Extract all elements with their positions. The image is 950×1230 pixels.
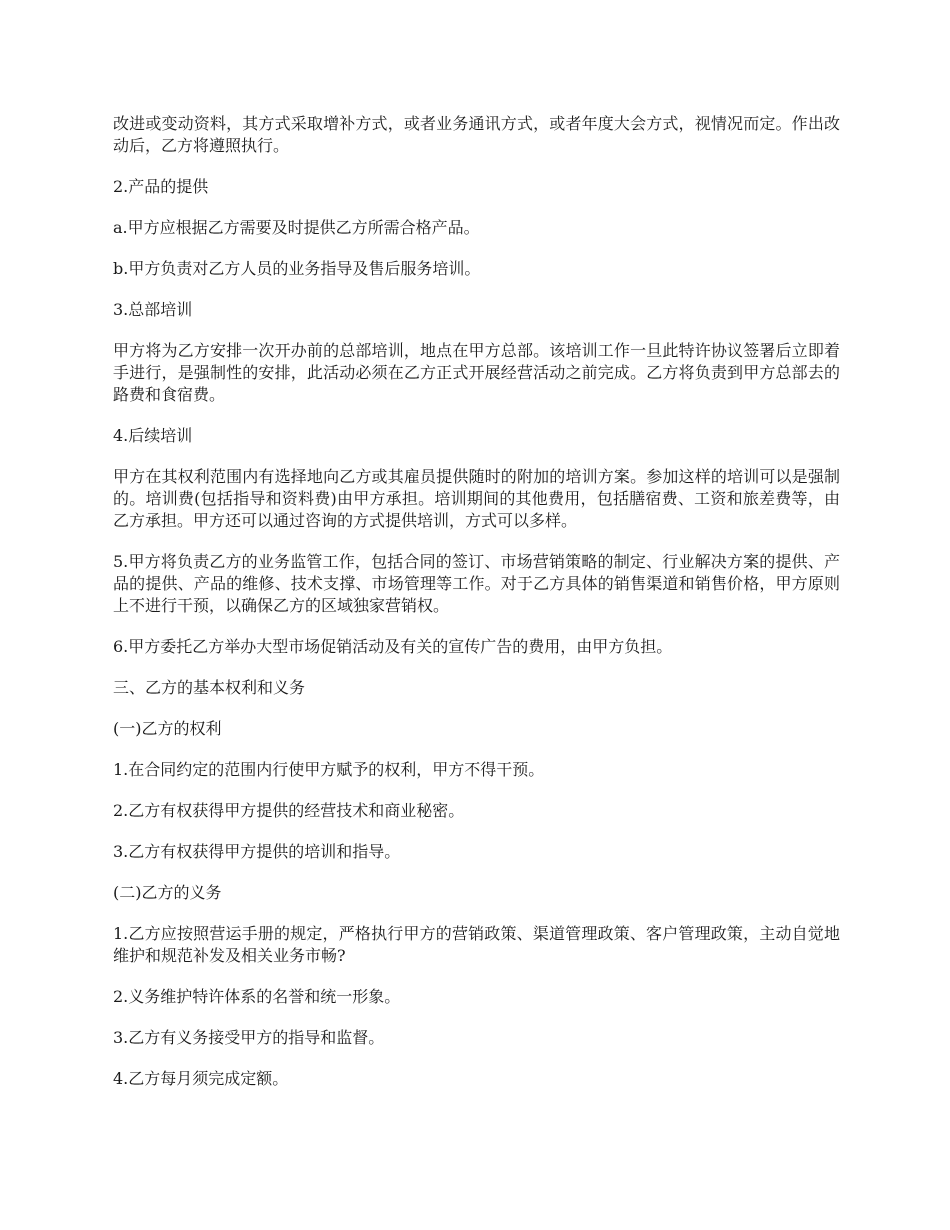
obligations-item-3: 3.乙方有义务接受甲方的指导和监督。 xyxy=(113,1028,385,1047)
section-heading-party-b: 三、乙方的基本权利和义务 xyxy=(113,678,306,697)
obligations-item-4: 4.乙方每月须完成定额。 xyxy=(113,1069,289,1088)
heading-followup-training: 4.后续培训 xyxy=(113,426,193,445)
paragraph-intro-continuation: 改进或变动资料，其方式采取增补方式，或者业务通讯方式，或者年度大会方式，视情况而定。作出改动后，乙方将遵照执行。 xyxy=(113,114,840,155)
paragraph-item-b: b.甲方负责对乙方人员的业务指导及售后服务培训。 xyxy=(113,259,481,278)
paragraph-item-6: 6.甲方委托乙方举办大型市场促销活动及有关的宣传广告的费用，由甲方负担。 xyxy=(113,637,673,656)
paragraph-item-5: 5.甲方将负责乙方的业务监管工作，包括合同的签订、市场营销策略的制定、行业解决方案的提供、产品的提供、产品的维修、技术支撑、市场管理等工作。对于乙方具体的销售渠道和销售价格，甲方原则上不进行干预，以确保乙方的区域独家营销权。 xyxy=(113,552,840,615)
obligations-item-2: 2.义务维护特许体系的名誉和统一形象。 xyxy=(113,987,401,1006)
paragraph-hq-training: 甲方将为乙方安排一次开办前的总部培训，地点在甲方总部。该培训工作一旦此特许协议签署后立即着手进行，是强制性的安排，此活动必须在乙方正式开展经营活动之前完成。乙方将负责到甲方总部去的路费和食宿费。 xyxy=(113,341,840,404)
subheading-party-b-obligations: (二)乙方的义务 xyxy=(113,883,222,902)
subheading-party-b-rights: (一)乙方的权利 xyxy=(113,719,222,738)
paragraph-followup-training: 甲方在其权利范围内有选择地向乙方或其雇员提供随时的附加的培训方案。参加这样的培训可以是强制的。培训费(包括指导和资料费)由甲方承担。培训期间的其他费用，包括膳宿费、工资和旅差费等，由乙方承担。甲方还可以通过咨询的方式提供培训，方式可以多样。 xyxy=(113,467,840,530)
paragraph-item-a: a.甲方应根据乙方需要及时提供乙方所需合格产品。 xyxy=(113,218,480,237)
rights-item-1: 1.在合同约定的范围内行使甲方赋予的权利，甲方不得干预。 xyxy=(113,760,545,779)
obligations-item-1: 1.乙方应按照营运手册的规定，严格执行甲方的营销政策、渠道管理政策、客户管理政策，主动自觉地维护和规范补发及相关业务市畅? xyxy=(113,924,840,965)
heading-hq-training: 3.总部培训 xyxy=(113,300,193,319)
rights-item-3: 3.乙方有权获得甲方提供的培训和指导。 xyxy=(113,842,401,861)
document-page xyxy=(113,113,840,1109)
heading-product-supply: 2.产品的提供 xyxy=(113,177,209,196)
rights-item-2: 2.乙方有权获得甲方提供的经营技术和商业秘密。 xyxy=(113,801,465,820)
